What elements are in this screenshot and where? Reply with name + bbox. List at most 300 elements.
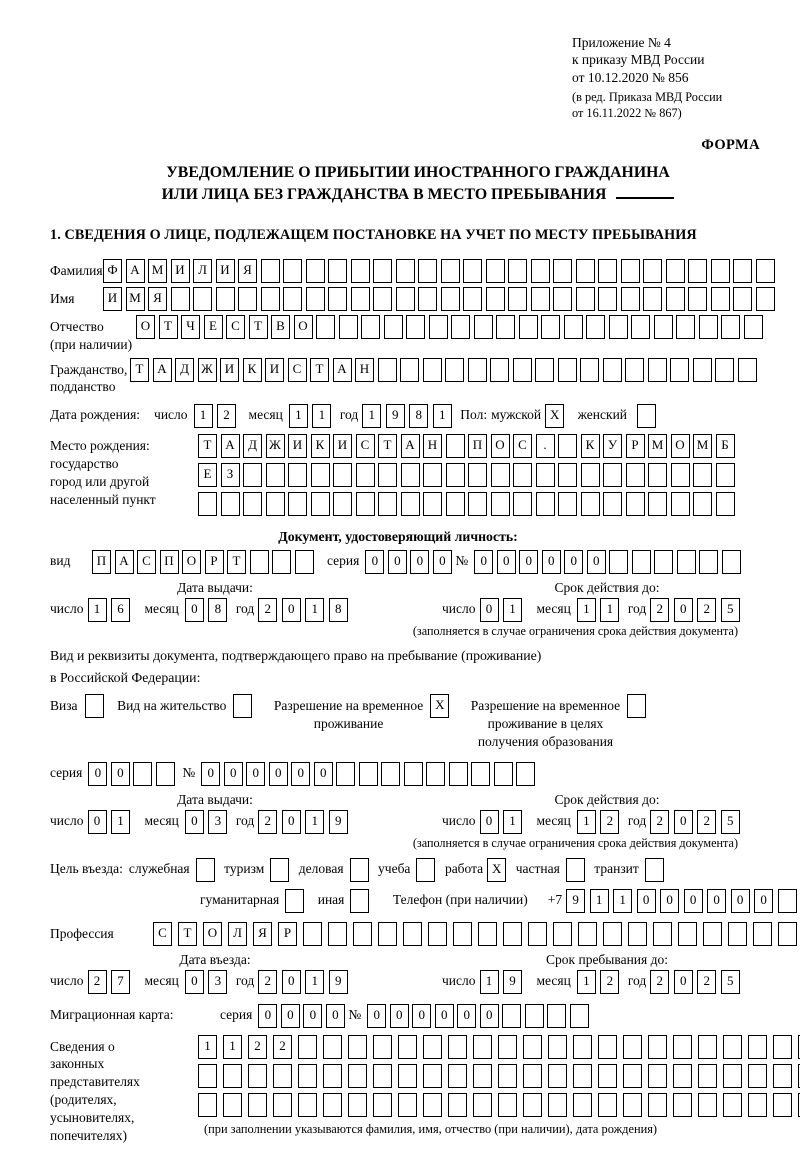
- char-box[interactable]: А: [333, 358, 352, 382]
- char-box[interactable]: [648, 463, 667, 487]
- char-box[interactable]: [423, 1093, 442, 1117]
- char-box[interactable]: П: [92, 550, 111, 574]
- checkbox[interactable]: [270, 858, 289, 882]
- char-box[interactable]: [778, 889, 797, 913]
- char-box[interactable]: [398, 1064, 417, 1088]
- char-box[interactable]: [523, 1093, 542, 1117]
- char-box[interactable]: [266, 463, 285, 487]
- char-box[interactable]: Е: [198, 463, 217, 487]
- char-box[interactable]: [403, 922, 422, 946]
- char-box[interactable]: 9: [329, 810, 348, 834]
- char-box[interactable]: [671, 463, 690, 487]
- char-box[interactable]: К: [243, 358, 262, 382]
- checkbox[interactable]: [627, 694, 646, 718]
- char-box[interactable]: [311, 492, 330, 516]
- char-box[interactable]: [721, 315, 740, 339]
- char-box[interactable]: [473, 1093, 492, 1117]
- char-box[interactable]: 0: [291, 762, 310, 786]
- char-box[interactable]: 0: [258, 1004, 277, 1028]
- char-box[interactable]: Ф: [103, 259, 122, 283]
- char-box[interactable]: [441, 287, 460, 311]
- char-box[interactable]: [603, 358, 622, 382]
- char-box[interactable]: 9: [329, 970, 348, 994]
- char-box[interactable]: [503, 922, 522, 946]
- char-box[interactable]: Д: [175, 358, 194, 382]
- char-box[interactable]: 0: [111, 762, 130, 786]
- char-box[interactable]: [351, 259, 370, 283]
- char-box[interactable]: [248, 1093, 267, 1117]
- char-box[interactable]: З: [221, 463, 240, 487]
- char-box[interactable]: 1: [613, 889, 632, 913]
- char-box[interactable]: [359, 762, 378, 786]
- char-box[interactable]: [548, 1093, 567, 1117]
- char-box[interactable]: 0: [314, 762, 333, 786]
- char-box[interactable]: [193, 287, 212, 311]
- char-box[interactable]: [478, 922, 497, 946]
- char-box[interactable]: О: [491, 434, 510, 458]
- char-box[interactable]: [676, 315, 695, 339]
- checkbox[interactable]: [196, 858, 215, 882]
- char-box[interactable]: [703, 922, 722, 946]
- char-box[interactable]: О: [136, 315, 155, 339]
- char-box[interactable]: С: [226, 315, 245, 339]
- char-box[interactable]: 0: [410, 550, 429, 574]
- char-box[interactable]: [373, 1064, 392, 1088]
- checkbox[interactable]: X: [487, 858, 506, 882]
- char-box[interactable]: [361, 315, 380, 339]
- char-box[interactable]: [373, 1035, 392, 1059]
- char-box[interactable]: [273, 1093, 292, 1117]
- char-box[interactable]: [446, 434, 465, 458]
- char-box[interactable]: 2: [600, 810, 619, 834]
- char-box[interactable]: 0: [435, 1004, 454, 1028]
- char-box[interactable]: 2: [248, 1035, 267, 1059]
- char-box[interactable]: 2: [650, 810, 669, 834]
- char-box[interactable]: 0: [480, 598, 499, 622]
- char-box[interactable]: [573, 1064, 592, 1088]
- char-box[interactable]: [303, 922, 322, 946]
- char-box[interactable]: О: [671, 434, 690, 458]
- char-box[interactable]: 0: [564, 550, 583, 574]
- char-box[interactable]: 0: [433, 550, 452, 574]
- char-box[interactable]: Т: [249, 315, 268, 339]
- char-box[interactable]: 1: [503, 810, 522, 834]
- char-box[interactable]: [306, 287, 325, 311]
- char-box[interactable]: [490, 358, 509, 382]
- char-box[interactable]: [348, 1035, 367, 1059]
- char-box[interactable]: [626, 463, 645, 487]
- char-box[interactable]: 0: [88, 762, 107, 786]
- char-box[interactable]: 2: [258, 970, 277, 994]
- char-box[interactable]: [586, 315, 605, 339]
- char-box[interactable]: А: [126, 259, 145, 283]
- char-box[interactable]: 0: [282, 970, 301, 994]
- char-box[interactable]: 1: [88, 598, 107, 622]
- char-box[interactable]: [632, 550, 651, 574]
- char-box[interactable]: Т: [130, 358, 149, 382]
- char-box[interactable]: [339, 315, 358, 339]
- char-box[interactable]: [473, 1064, 492, 1088]
- char-box[interactable]: 1: [111, 810, 130, 834]
- char-box[interactable]: 0: [587, 550, 606, 574]
- char-box[interactable]: [473, 1035, 492, 1059]
- checkbox[interactable]: [285, 889, 304, 913]
- char-box[interactable]: [598, 1064, 617, 1088]
- char-box[interactable]: [576, 259, 595, 283]
- char-box[interactable]: [198, 1064, 217, 1088]
- char-box[interactable]: Н: [423, 434, 442, 458]
- char-box[interactable]: [396, 287, 415, 311]
- char-box[interactable]: [723, 1064, 742, 1088]
- char-box[interactable]: [628, 922, 647, 946]
- char-box[interactable]: [693, 492, 712, 516]
- char-box[interactable]: 0: [282, 810, 301, 834]
- char-box[interactable]: [198, 492, 217, 516]
- char-box[interactable]: 0: [674, 810, 693, 834]
- char-box[interactable]: [398, 1093, 417, 1117]
- char-box[interactable]: [598, 1035, 617, 1059]
- char-box[interactable]: [733, 259, 752, 283]
- char-box[interactable]: [733, 287, 752, 311]
- char-box[interactable]: Б: [716, 434, 735, 458]
- char-box[interactable]: [250, 550, 269, 574]
- char-box[interactable]: [373, 259, 392, 283]
- char-box[interactable]: [311, 463, 330, 487]
- char-box[interactable]: [523, 1035, 542, 1059]
- char-box[interactable]: [516, 762, 535, 786]
- char-box[interactable]: [535, 358, 554, 382]
- char-box[interactable]: [508, 287, 527, 311]
- char-box[interactable]: [508, 259, 527, 283]
- char-box[interactable]: [716, 492, 735, 516]
- char-box[interactable]: [748, 1035, 767, 1059]
- char-box[interactable]: 9: [386, 404, 405, 428]
- char-box[interactable]: Т: [178, 922, 197, 946]
- char-box[interactable]: Р: [278, 922, 297, 946]
- char-box[interactable]: 0: [224, 762, 243, 786]
- char-box[interactable]: [333, 492, 352, 516]
- char-box[interactable]: [643, 259, 662, 283]
- char-box[interactable]: [384, 315, 403, 339]
- char-box[interactable]: [699, 315, 718, 339]
- char-box[interactable]: [406, 315, 425, 339]
- char-box[interactable]: [523, 1064, 542, 1088]
- char-box[interactable]: 0: [754, 889, 773, 913]
- char-box[interactable]: [401, 463, 420, 487]
- char-box[interactable]: 1: [194, 404, 213, 428]
- char-box[interactable]: [621, 287, 640, 311]
- char-box[interactable]: [688, 287, 707, 311]
- char-box[interactable]: 5: [721, 598, 740, 622]
- char-box[interactable]: Т: [378, 434, 397, 458]
- char-box[interactable]: 9: [503, 970, 522, 994]
- char-box[interactable]: 0: [303, 1004, 322, 1028]
- char-box[interactable]: [323, 1093, 342, 1117]
- char-box[interactable]: [261, 287, 280, 311]
- char-box[interactable]: [653, 922, 672, 946]
- char-box[interactable]: 3: [208, 970, 227, 994]
- char-box[interactable]: 1: [577, 810, 596, 834]
- char-box[interactable]: [283, 287, 302, 311]
- char-box[interactable]: [328, 287, 347, 311]
- char-box[interactable]: [468, 492, 487, 516]
- char-box[interactable]: 8: [208, 598, 227, 622]
- char-box[interactable]: 3: [208, 810, 227, 834]
- char-box[interactable]: 0: [367, 1004, 386, 1028]
- char-box[interactable]: С: [288, 358, 307, 382]
- char-box[interactable]: 5: [721, 970, 740, 994]
- char-box[interactable]: [581, 492, 600, 516]
- char-box[interactable]: У: [603, 434, 622, 458]
- char-box[interactable]: [378, 492, 397, 516]
- char-box[interactable]: [400, 358, 419, 382]
- char-box[interactable]: [711, 259, 730, 283]
- char-box[interactable]: [423, 492, 442, 516]
- char-box[interactable]: [519, 315, 538, 339]
- char-box[interactable]: [723, 1093, 742, 1117]
- checkbox[interactable]: [85, 694, 104, 718]
- char-box[interactable]: 2: [88, 970, 107, 994]
- char-box[interactable]: [570, 1004, 589, 1028]
- char-box[interactable]: [773, 1035, 792, 1059]
- char-box[interactable]: [626, 492, 645, 516]
- char-box[interactable]: 0: [412, 1004, 431, 1028]
- char-box[interactable]: [223, 1093, 242, 1117]
- char-box[interactable]: И: [265, 358, 284, 382]
- char-box[interactable]: С: [137, 550, 156, 574]
- char-box[interactable]: [283, 259, 302, 283]
- checkbox[interactable]: [350, 889, 369, 913]
- char-box[interactable]: 1: [503, 598, 522, 622]
- char-box[interactable]: [295, 550, 314, 574]
- char-box[interactable]: Т: [159, 315, 178, 339]
- char-box[interactable]: [643, 287, 662, 311]
- char-box[interactable]: [625, 358, 644, 382]
- char-box[interactable]: 0: [637, 889, 656, 913]
- char-box[interactable]: [558, 358, 577, 382]
- char-box[interactable]: [223, 1064, 242, 1088]
- char-box[interactable]: [513, 492, 532, 516]
- char-box[interactable]: Т: [310, 358, 329, 382]
- char-box[interactable]: К: [581, 434, 600, 458]
- char-box[interactable]: [778, 922, 797, 946]
- char-box[interactable]: [609, 550, 628, 574]
- char-box[interactable]: 2: [273, 1035, 292, 1059]
- char-box[interactable]: 0: [185, 970, 204, 994]
- char-box[interactable]: И: [220, 358, 239, 382]
- char-box[interactable]: [463, 259, 482, 283]
- char-box[interactable]: Е: [204, 315, 223, 339]
- char-box[interactable]: [558, 463, 577, 487]
- char-box[interactable]: [449, 762, 468, 786]
- char-box[interactable]: [553, 259, 572, 283]
- char-box[interactable]: [576, 287, 595, 311]
- char-box[interactable]: [298, 1035, 317, 1059]
- char-box[interactable]: [670, 358, 689, 382]
- char-box[interactable]: 7: [111, 970, 130, 994]
- char-box[interactable]: 1: [198, 1035, 217, 1059]
- char-box[interactable]: [198, 1093, 217, 1117]
- char-box[interactable]: [474, 315, 493, 339]
- char-box[interactable]: 1: [362, 404, 381, 428]
- char-box[interactable]: [631, 315, 650, 339]
- char-box[interactable]: [678, 922, 697, 946]
- char-box[interactable]: [316, 315, 335, 339]
- char-box[interactable]: [328, 922, 347, 946]
- char-box[interactable]: [423, 358, 442, 382]
- char-box[interactable]: [748, 1093, 767, 1117]
- char-box[interactable]: [548, 1035, 567, 1059]
- char-box[interactable]: [468, 358, 487, 382]
- char-box[interactable]: [581, 463, 600, 487]
- char-box[interactable]: Я: [253, 922, 272, 946]
- char-box[interactable]: [243, 492, 262, 516]
- char-box[interactable]: [603, 922, 622, 946]
- char-box[interactable]: .: [536, 434, 555, 458]
- char-box[interactable]: [266, 492, 285, 516]
- char-box[interactable]: [486, 259, 505, 283]
- char-box[interactable]: Д: [243, 434, 262, 458]
- char-box[interactable]: 0: [390, 1004, 409, 1028]
- char-box[interactable]: [688, 259, 707, 283]
- char-box[interactable]: 2: [600, 970, 619, 994]
- char-box[interactable]: Я: [238, 259, 257, 283]
- char-box[interactable]: [502, 1004, 521, 1028]
- char-box[interactable]: А: [401, 434, 420, 458]
- char-box[interactable]: [531, 259, 550, 283]
- char-box[interactable]: [603, 463, 622, 487]
- char-box[interactable]: М: [693, 434, 712, 458]
- char-box[interactable]: 1: [305, 810, 324, 834]
- char-box[interactable]: [243, 463, 262, 487]
- checkbox[interactable]: X: [545, 404, 564, 428]
- char-box[interactable]: [448, 1035, 467, 1059]
- char-box[interactable]: [564, 315, 583, 339]
- char-box[interactable]: А: [153, 358, 172, 382]
- char-box[interactable]: [428, 922, 447, 946]
- char-box[interactable]: [353, 922, 372, 946]
- char-box[interactable]: [396, 259, 415, 283]
- char-box[interactable]: С: [153, 922, 172, 946]
- char-box[interactable]: Л: [228, 922, 247, 946]
- char-box[interactable]: [288, 492, 307, 516]
- char-box[interactable]: [756, 287, 775, 311]
- char-box[interactable]: 2: [697, 598, 716, 622]
- char-box[interactable]: [288, 463, 307, 487]
- char-box[interactable]: Т: [227, 550, 246, 574]
- char-box[interactable]: [623, 1093, 642, 1117]
- char-box[interactable]: [171, 287, 190, 311]
- char-box[interactable]: [272, 550, 291, 574]
- char-box[interactable]: [351, 287, 370, 311]
- char-box[interactable]: [426, 762, 445, 786]
- char-box[interactable]: [553, 922, 572, 946]
- checkbox[interactable]: [566, 858, 585, 882]
- char-box[interactable]: И: [333, 434, 352, 458]
- char-box[interactable]: [773, 1064, 792, 1088]
- char-box[interactable]: П: [468, 434, 487, 458]
- char-box[interactable]: И: [288, 434, 307, 458]
- checkbox[interactable]: [350, 858, 369, 882]
- char-box[interactable]: [498, 1064, 517, 1088]
- char-box[interactable]: [486, 287, 505, 311]
- char-box[interactable]: И: [171, 259, 190, 283]
- char-box[interactable]: Л: [193, 259, 212, 283]
- char-box[interactable]: 0: [660, 889, 679, 913]
- char-box[interactable]: [418, 287, 437, 311]
- char-box[interactable]: [722, 550, 741, 574]
- char-box[interactable]: 2: [650, 598, 669, 622]
- char-box[interactable]: 0: [674, 598, 693, 622]
- char-box[interactable]: [446, 492, 465, 516]
- char-box[interactable]: 0: [480, 810, 499, 834]
- char-box[interactable]: [666, 259, 685, 283]
- char-box[interactable]: [525, 1004, 544, 1028]
- char-box[interactable]: 0: [246, 762, 265, 786]
- char-box[interactable]: [491, 463, 510, 487]
- char-box[interactable]: [423, 1064, 442, 1088]
- char-box[interactable]: 6: [111, 598, 130, 622]
- char-box[interactable]: Н: [355, 358, 374, 382]
- char-box[interactable]: 0: [474, 550, 493, 574]
- char-box[interactable]: М: [648, 434, 667, 458]
- char-box[interactable]: [381, 762, 400, 786]
- char-box[interactable]: [423, 1035, 442, 1059]
- char-box[interactable]: [541, 315, 560, 339]
- char-box[interactable]: М: [148, 259, 167, 283]
- char-box[interactable]: [715, 358, 734, 382]
- char-box[interactable]: С: [513, 434, 532, 458]
- char-box[interactable]: [336, 762, 355, 786]
- checkbox[interactable]: X: [430, 694, 449, 718]
- char-box[interactable]: [298, 1093, 317, 1117]
- char-box[interactable]: 0: [185, 810, 204, 834]
- char-box[interactable]: 0: [480, 1004, 499, 1028]
- char-box[interactable]: [648, 358, 667, 382]
- char-box[interactable]: И: [216, 259, 235, 283]
- char-box[interactable]: [773, 1093, 792, 1117]
- char-box[interactable]: [463, 287, 482, 311]
- char-box[interactable]: [441, 259, 460, 283]
- char-box[interactable]: 0: [684, 889, 703, 913]
- char-box[interactable]: [429, 315, 448, 339]
- char-box[interactable]: [693, 463, 712, 487]
- char-box[interactable]: 5: [721, 810, 740, 834]
- char-box[interactable]: Ч: [181, 315, 200, 339]
- char-box[interactable]: [756, 259, 775, 283]
- char-box[interactable]: [573, 1035, 592, 1059]
- char-box[interactable]: [609, 315, 628, 339]
- char-box[interactable]: [356, 463, 375, 487]
- char-box[interactable]: 9: [566, 889, 585, 913]
- char-box[interactable]: [273, 1064, 292, 1088]
- char-box[interactable]: [623, 1064, 642, 1088]
- char-box[interactable]: 0: [542, 550, 561, 574]
- char-box[interactable]: [373, 287, 392, 311]
- char-box[interactable]: 0: [707, 889, 726, 913]
- char-box[interactable]: [531, 287, 550, 311]
- char-box[interactable]: [558, 434, 577, 458]
- char-box[interactable]: 8: [409, 404, 428, 428]
- char-box[interactable]: К: [311, 434, 330, 458]
- char-box[interactable]: [448, 1064, 467, 1088]
- char-box[interactable]: [496, 315, 515, 339]
- char-box[interactable]: [744, 315, 763, 339]
- char-box[interactable]: [654, 315, 673, 339]
- char-box[interactable]: Р: [626, 434, 645, 458]
- char-box[interactable]: 1: [312, 404, 331, 428]
- char-box[interactable]: 0: [185, 598, 204, 622]
